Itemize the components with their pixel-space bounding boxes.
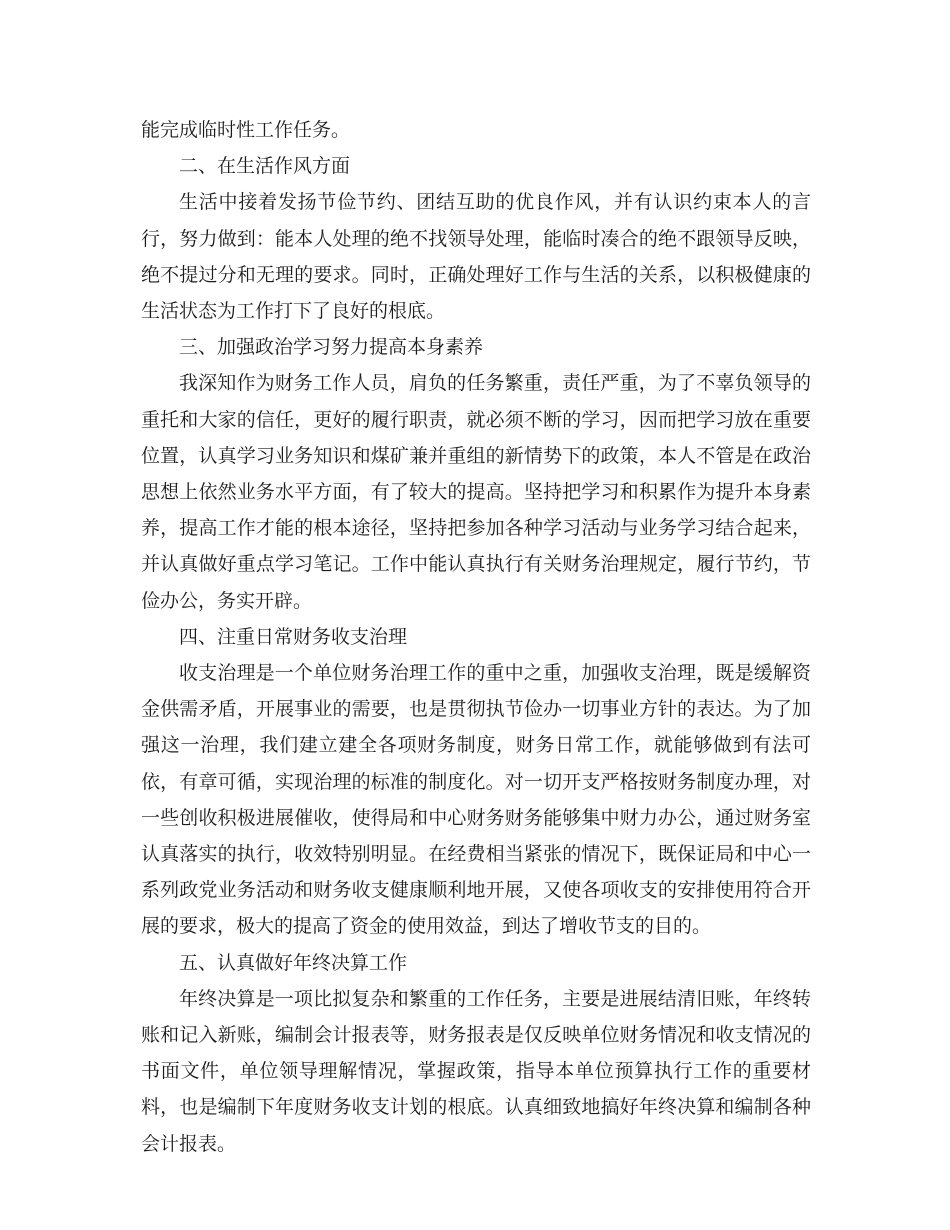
paragraph-continuation: 能完成临时性工作任务。 [141, 119, 351, 141]
paragraph-political-study: 我深知作为财务工作人员，肩负的任务繁重，责任严重，为了不辜负领导的重托和大家的信任，更好的履行职责，就必须不断的学习，因而把学习放在重要位置，认真学习业务知识和煤矿兼并重组的新情势下的政策，本人不管是在政治思想上依然业务水平方面，有了较大的提高。坚持把学习和积累作为提升本身素养，提高工作才能的根本途径，坚持把参加各种学习活动与业务学习结合起来，并认真做好重点学习笔记。工作中能认真执行有关财务治理规定，履行节约，节俭办公，务实开辟。 [141, 372, 811, 612]
paragraph-year-end-accounts: 年终决算是一项比拟复杂和繁重的工作任务，主要是进展结清旧账，年终转账和记入新账，编制会计报表等，财务报表是仅反映单位财务情况和收支情况的书面文件，单位领导理解情况，掌握政策，指导本单位预算执行工作的重要材料，也是编制下年度财务收支计划的根底。认真细致地搞好年终决算和编制各种会计报表。 [141, 987, 811, 1155]
paragraph-financial-management: 收支治理是一个单位财务治理工作的重中之重，加强收支治理，既是缓解资金供需矛盾，开展事业的需要，也是贯彻执节俭办一切事业方针的表达。为了加强这一治理，我们建立建全各项财务制度，财务日常工作，就能够做到有法可依，有章可循，实现治理的标准的制度化。对一切开支严格按财务制度办理，对一些创收积极进展催收，使得局和中心财务财务能够集中财力办公，通过财务室认真落实的执行，收效特别明显。在经费相当紧张的情况下，既保证局和中心一系列政党业务活动和财务收支健康顺利地开展，又使各项收支的安排使用符合开展的要求，极大的提高了资金的使用效益，到达了增收节支的目的。 [141, 662, 811, 938]
paragraph-lifestyle: 生活中接着发扬节俭节约、团结互助的优良作风，并有认识约束本人的言行，努力做到：能本人处理的绝不找领导处理，能临时凑合的绝不跟领导反映，绝不提过分和无理的要求。同时，正确处理好工作与生活的关系，以积极健康的生活状态为工作打下了良好的根底。 [141, 191, 811, 323]
section-heading-year-end-accounts: 五、认真做好年终决算工作 [179, 951, 408, 974]
section-heading-financial-management: 四、注重日常财务收支治理 [179, 625, 408, 648]
section-heading-lifestyle: 二、在生活作风方面 [179, 155, 351, 178]
section-heading-political-study: 三、加强政治学习努力提高本身素养 [179, 336, 484, 359]
document-body [141, 112, 811, 1162]
